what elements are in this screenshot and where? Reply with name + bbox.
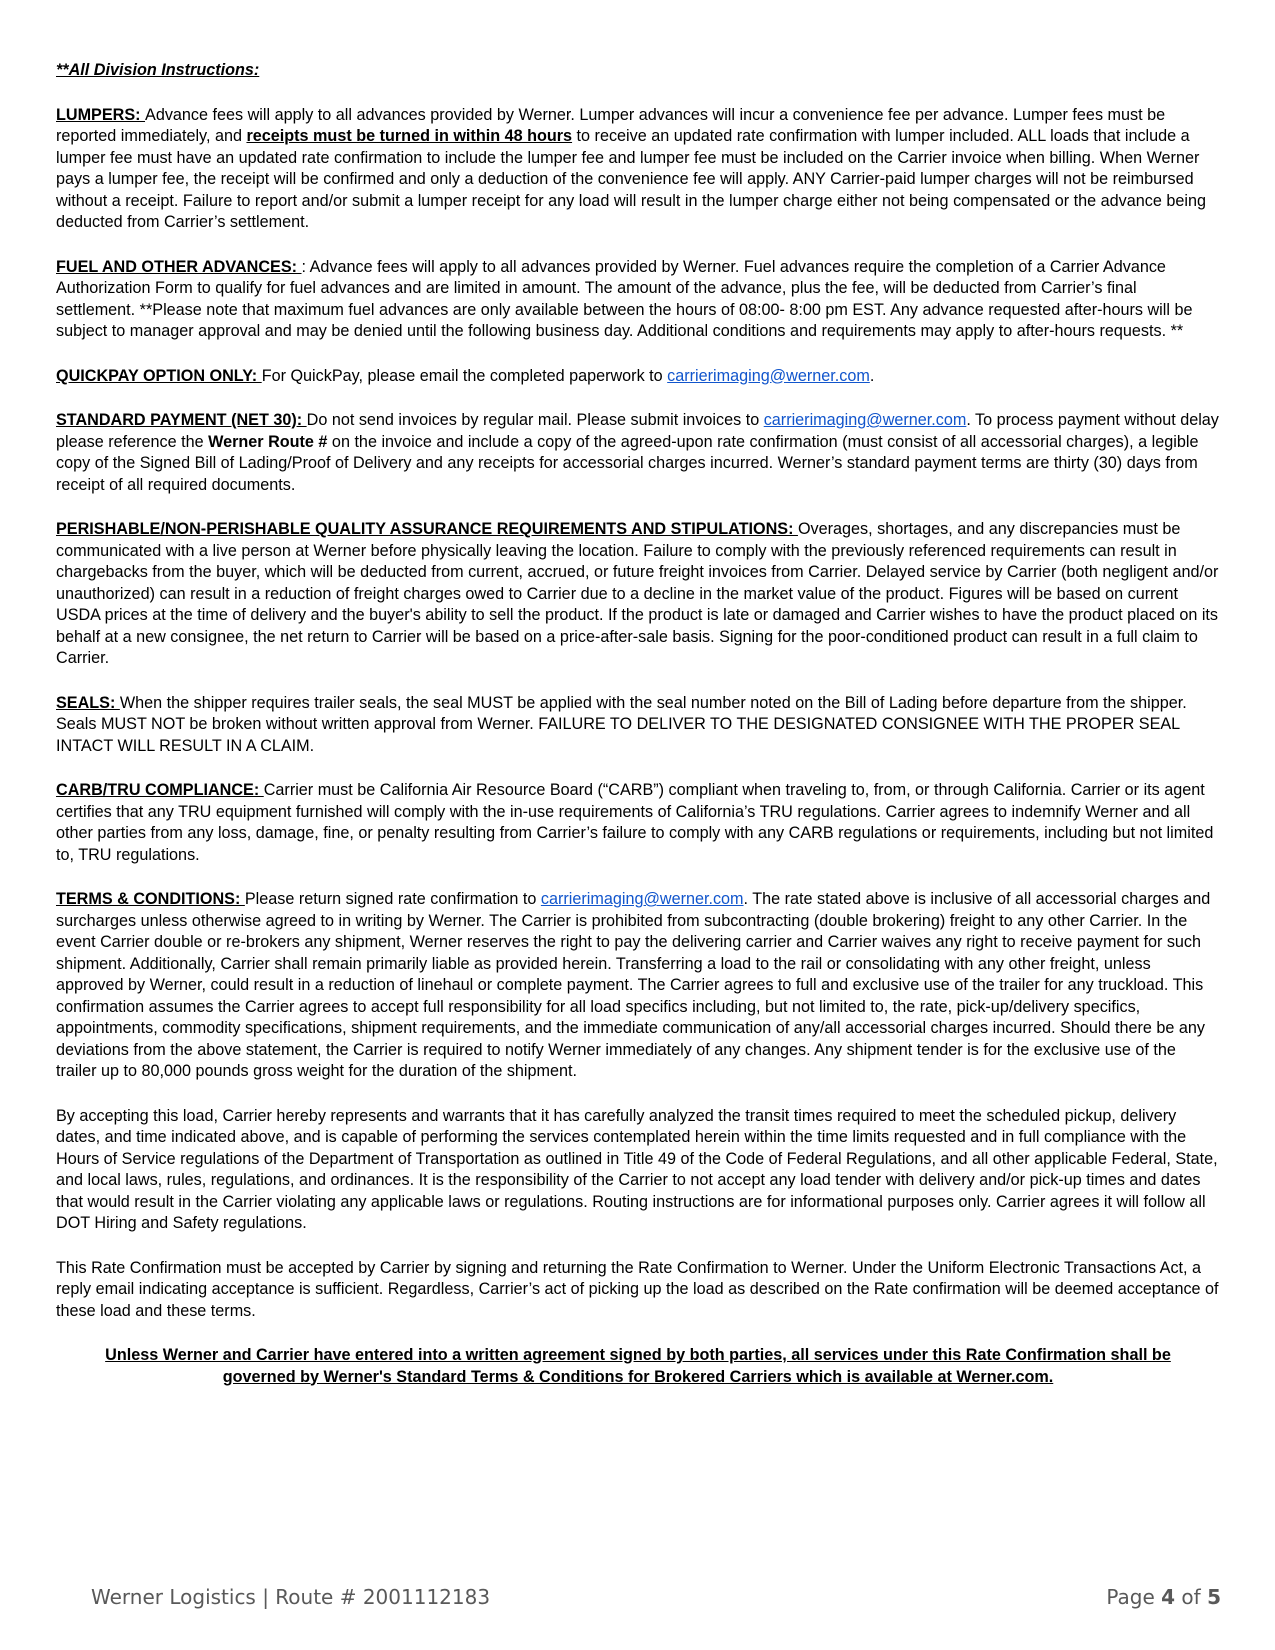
fuel-section	[56, 257, 1220, 343]
terms-heading: TERMS & CONDITIONS:	[56, 890, 245, 908]
perishable-text: Overages, shortages, and any discrepancies must be communicated with a live person at Werner before physically leaving the location. Failure to comply with the previously referenced requirements can result in chargebacks from the buyer, which will be deducted from current, accrued, or future freight invoices from Carrier. Delayed service by Carrier (both negligent and/or unauthorized) can result in a reduction of freight charges owed to Carrier due to a decline in the market value of the product. Figures will be based on current USDA prices at the time of delivery and the buyer's ability to sell the product. If the product is late or damaged and Carrier wishes to have the product placed on its behalf at a new consignee, the net return to Carrier will be based on a price-after-sale basis. Signing for the poor-conditioned product can result in a full claim to Carrier.	[56, 520, 1219, 667]
carb-text: Carrier must be California Air Resource Board (“CARB”) compliant when traveling to, from, or through California. Carrier or its agent certifies that any TRU equipment furnished will comply with the in-use requirements of California’s TRU regulations. Carrier agrees to indemnify Werner and all other parties from any loss, damage, fine, or penalty resulting from Carrier’s failure to comply with any CARB regulations or requirements, including but not limited to, TRU regulations.	[56, 781, 1214, 864]
carb-heading: CARB/TRU COMPLIANCE:	[56, 781, 264, 799]
lumpers-text-2: to receive an updated rate confirmation with lumper included. ALL loads that include a lumper fee must have an updated rate confirmation to include the lumper fee and lumper fee must be included on the Carrier invoice when billing. When Werner pays a lumper fee, the receipt will be confirmed and only a deduction of the convenience fee will apply. ANY Carrier-paid lumper charges will not be reimbursed without a receipt. Failure to report and/or submit a lumper receipt for any load will result in the lumper charge either not being compensated or the advance being deducted from Carrier’s settlement.	[56, 127, 1206, 231]
division-instructions-title: **All Division Instructions:	[56, 61, 260, 79]
perishable-heading: PERISHABLE/NON-PERISHABLE QUALITY ASSURANCE REQUIREMENTS AND STIPULATIONS:	[56, 520, 798, 538]
footer-page-word: Page	[1106, 1585, 1162, 1609]
lumpers-text-1: Advance fees will apply to all advances provided by Werner. Lumper advances will incur a convenience fee per advance. Lumper fees must be reported immediately, and	[56, 105, 1166, 145]
acceptance-paragraph: This Rate Confirmation must be accepted by Carrier by signing and returning the Rate Confirmation to Werner. Under the Uniform Electronic Transactions Act, a reply email indicating acceptance is sufficient. Regardless, Carrier’s act of picking up the load as described on the Rate confirmation will be deemed acceptance of these load and these terms.	[56, 1258, 1219, 1320]
footer-of-word: of	[1175, 1585, 1208, 1609]
quickpay-text-end: .	[869, 366, 875, 385]
carb-section	[56, 780, 1220, 866]
standard-payment-email-link[interactable]: carrierimaging@werner.com	[763, 411, 967, 429]
closing-statement: Unless Werner and Carrier have entered into a written agreement signed by both parties, all services under this Rate Confirmation shall be governed by Werner's Standard Terms & Conditions for Brokered Carriers which is available at Werner.com.	[105, 1346, 1171, 1386]
document-body	[56, 60, 1220, 1388]
terms-section	[56, 889, 1220, 1083]
seals-section	[56, 693, 1220, 758]
fuel-heading: FUEL AND OTHER ADVANCES:	[56, 257, 302, 276]
werner-route-emphasis: Werner Route #	[208, 432, 328, 451]
accepting-paragraph: By accepting this load, Carrier hereby represents and warrants that it has carefully analyzed the transit times required to meet the scheduled pickup, delivery dates, and time indicated above, and is capable of performing the services contemplated herein within the time limits requested and in full compliance with the Hours of Service regulations of the Department of Transportation as outlined in Title 49 of the Code of Federal Regulations, and all other applicable Federal, State, and local laws, rules, regulations, and ordinances. It is the responsibility of the Carrier to not accept any load tender with delivery and/or pick-up times and dates that would result in the Carrier violating any applicable laws or regulations. Routing instructions are for informational purposes only. Carrier agrees it will follow all DOT Hiring and Safety regulations.	[56, 1106, 1218, 1232]
standard-payment-heading: STANDARD PAYMENT (NET 30):	[56, 411, 307, 429]
terms-text-1: Please return signed rate confirmation to	[244, 890, 541, 908]
footer-page-total: 5	[1207, 1585, 1221, 1609]
terms-text-2: . The rate stated above is inclusive of all accessorial charges and surcharges unless otherwise agreed to in writing by Werner. The Carrier is prohibited from subcontracting (double brokering) freight to any other Carrier. In the event Carrier double or re-brokers any shipment, Werner reserves the right to pay the delivering carrier and Carrier waives any right to receive payment for such shipment. Additionally, Carrier shall remain primarily liable as provided herein. Transferring a load to the rail or consolidating with any other freight, unless approved by Werner, could result in a reduction of linehaul or complete payment. The Carrier agrees to full and exclusive use of the trailer for any truckload. This confirmation assumes the Carrier agrees to accept full responsibility for all load specifics including, but not limited to, the rate, pick-up/delivery specifics, appointments, commodity specifications, shipment requirements, and the immediate communication of any/all accessorial charges incurred. Should there be any deviations from the above statement, the Carrier is required to notify Werner immediately of any changes. Any shipment tender is for the exclusive use of the trailer up to 80,000 pounds gross weight for the duration of the shipment.	[56, 890, 1211, 1080]
page-footer	[91, 1585, 1221, 1609]
seals-heading: SEALS:	[56, 693, 120, 712]
quickpay-text: For QuickPay, please email the completed paperwork to	[261, 366, 668, 385]
terms-email-link[interactable]: carrierimaging@werner.com	[540, 890, 744, 908]
fuel-text: : Advance fees will apply to all advances provided by Werner. Fuel advances require the completion of a Carrier Advance Authorization Form to qualify for fuel advances and are limited in amount. The amount of the advance, plus the fee, will be deducted from Carrier’s final settlement. **Please note that maximum fuel advances are only available between the hours of 08:00- 8:00 pm EST. Any advance requested after-hours will be subject to manager approval and may be denied until the following business day. Additional conditions and requirements may apply to after-hours requests. **	[56, 257, 1193, 340]
footer-page-number: 4	[1161, 1585, 1176, 1609]
quickpay-section	[56, 366, 1220, 388]
quickpay-heading: QUICKPAY OPTION ONLY:	[56, 366, 262, 385]
standard-payment-text-3: on the invoice and include a copy of the agreed-upon rate confirmation (must consist of all accessorial charges), a legible copy of the Signed Bill of Lading/Proof of Delivery and any receipts for accessorial charges incurred. Werner’s standard payment terms are thirty (30) days from receipt of all required documents.	[56, 432, 1199, 494]
perishable-section	[56, 519, 1220, 670]
footer-page-indicator	[1106, 1585, 1221, 1609]
standard-payment-section	[56, 410, 1220, 496]
standard-payment-text-1: Do not send invoices by regular mail. Please submit invoices to	[306, 411, 764, 429]
page-title	[56, 60, 1220, 82]
lumpers-section	[56, 105, 1220, 234]
footer-route-label: Werner Logistics | Route # 2001112183	[91, 1585, 491, 1609]
lumpers-receipts-emphasis: receipts must be turned in within 48 hours	[246, 127, 573, 145]
seals-text: When the shipper requires trailer seals, the seal MUST be applied with the seal number noted on the Bill of Lading before departure from the shipper. Seals MUST NOT be broken without written approval from Werner. FAILURE TO DELIVER TO THE DESIGNATED CONSIGNEE WITH THE PROPER SEAL INTACT WILL RESULT IN A CLAIM.	[56, 693, 1187, 755]
quickpay-email-link[interactable]: carrierimaging@werner.com	[667, 366, 870, 385]
standard-payment-text-2: . To process payment without delay please reference the	[56, 411, 1219, 451]
lumpers-heading: LUMPERS:	[56, 105, 146, 124]
